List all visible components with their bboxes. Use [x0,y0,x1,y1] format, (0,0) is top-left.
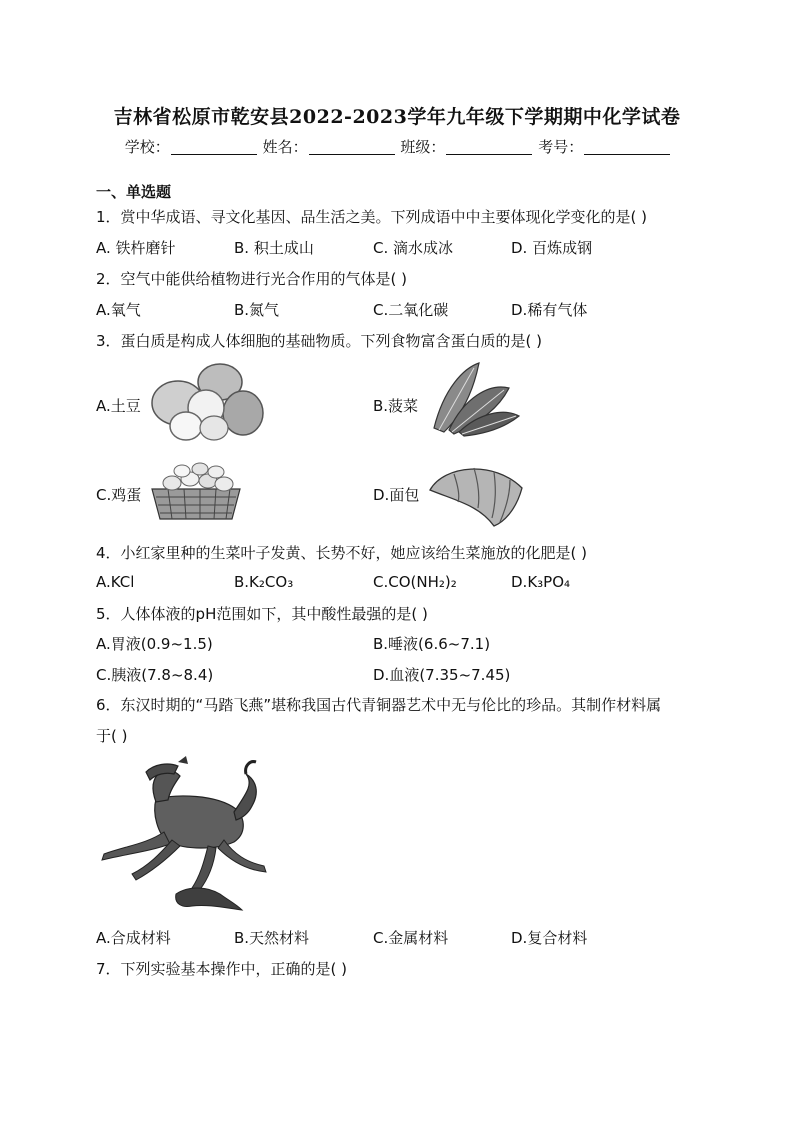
name-label: 姓名： [262,138,308,156]
q2-option-a: A.氧气 [96,301,141,319]
question-7-stem: 7．下列实验基本操作中，正确的是( ) [96,960,348,978]
q5-option-b: B.唾液(6.6~7.1) [373,635,491,653]
q3-option-d: D.面包 [373,486,420,504]
q4-option-d: D.K₃PO₄ [511,573,571,591]
school-label: 学校： [124,138,170,156]
q4-option-c: C.CO(NH₂)₂ [373,573,457,591]
q6-option-c: C.金属材料 [373,929,449,947]
q5-option-a: A.胃液(0.9~1.5) [96,635,213,653]
question-6-stem-line1: 6．东汉时期的“马踏飞燕”堪称我国古代青铜器艺术中无与伦比的珍品。其制作材料属 [96,696,662,714]
question-4-stem: 4．小红家里种的生菜叶子发黄、长势不好，她应该给生菜施放的化肥是( ) [96,544,588,562]
school-blank [171,140,257,155]
potato-image [148,358,268,444]
q1-option-d: D. 百炼成钢 [511,239,593,257]
q5-option-c: C.胰液(7.8~8.4) [96,666,214,684]
student-info-fields [0,136,794,157]
q1-option-a: A. 铁杵磨针 [96,239,176,257]
question-1-stem: 1．赏中华成语、寻文化基因、品生活之美。下列成语中中主要体现化学变化的是( ) [96,208,648,226]
q1-option-b: B. 积土成山 [234,239,314,257]
q2-option-b: B.氮气 [234,301,280,319]
question-3-stem: 3．蛋白质是构成人体细胞的基础物质。下列食物富含蛋白质的是( ) [96,332,543,350]
class-blank [446,140,532,155]
q1-option-c: C. 滴水成冰 [373,239,454,257]
q3-option-b: B.菠菜 [373,397,419,415]
q6-option-b: B.天然材料 [234,929,310,947]
q4-option-b: B.K₂CO₃ [234,573,294,591]
exam-number-blank [584,140,670,155]
egg-basket-image [148,459,244,525]
bronze-galloping-horse-image [96,754,286,914]
name-blank [309,140,395,155]
q5-option-d: D.血液(7.35~7.45) [373,666,511,684]
question-5-stem: 5．人体体液的pH范围如下，其中酸性最强的是( ) [96,605,428,623]
q4-option-a: A.KCl [96,573,135,591]
q2-option-c: C.二氧化碳 [373,301,449,319]
section-title: 一、单选题 [96,183,172,201]
spinach-image [424,358,524,438]
q6-option-d: D.复合材料 [511,929,588,947]
q3-option-c: C.鸡蛋 [96,486,142,504]
question-6-stem-line2: 于( ) [96,727,128,745]
exam-title: 吉林省松原市乾安县2022-2023学年九年级下学期期中化学试卷 [113,106,681,128]
q6-option-a: A.合成材料 [96,929,171,947]
question-2-stem: 2．空气中能供给植物进行光合作用的气体是( ) [96,270,408,288]
croissant-image [424,460,528,528]
q3-option-a: A.土豆 [96,397,141,415]
exam-number-label: 考号： [538,138,584,156]
class-label: 班级： [400,138,446,156]
q2-option-d: D.稀有气体 [511,301,588,319]
